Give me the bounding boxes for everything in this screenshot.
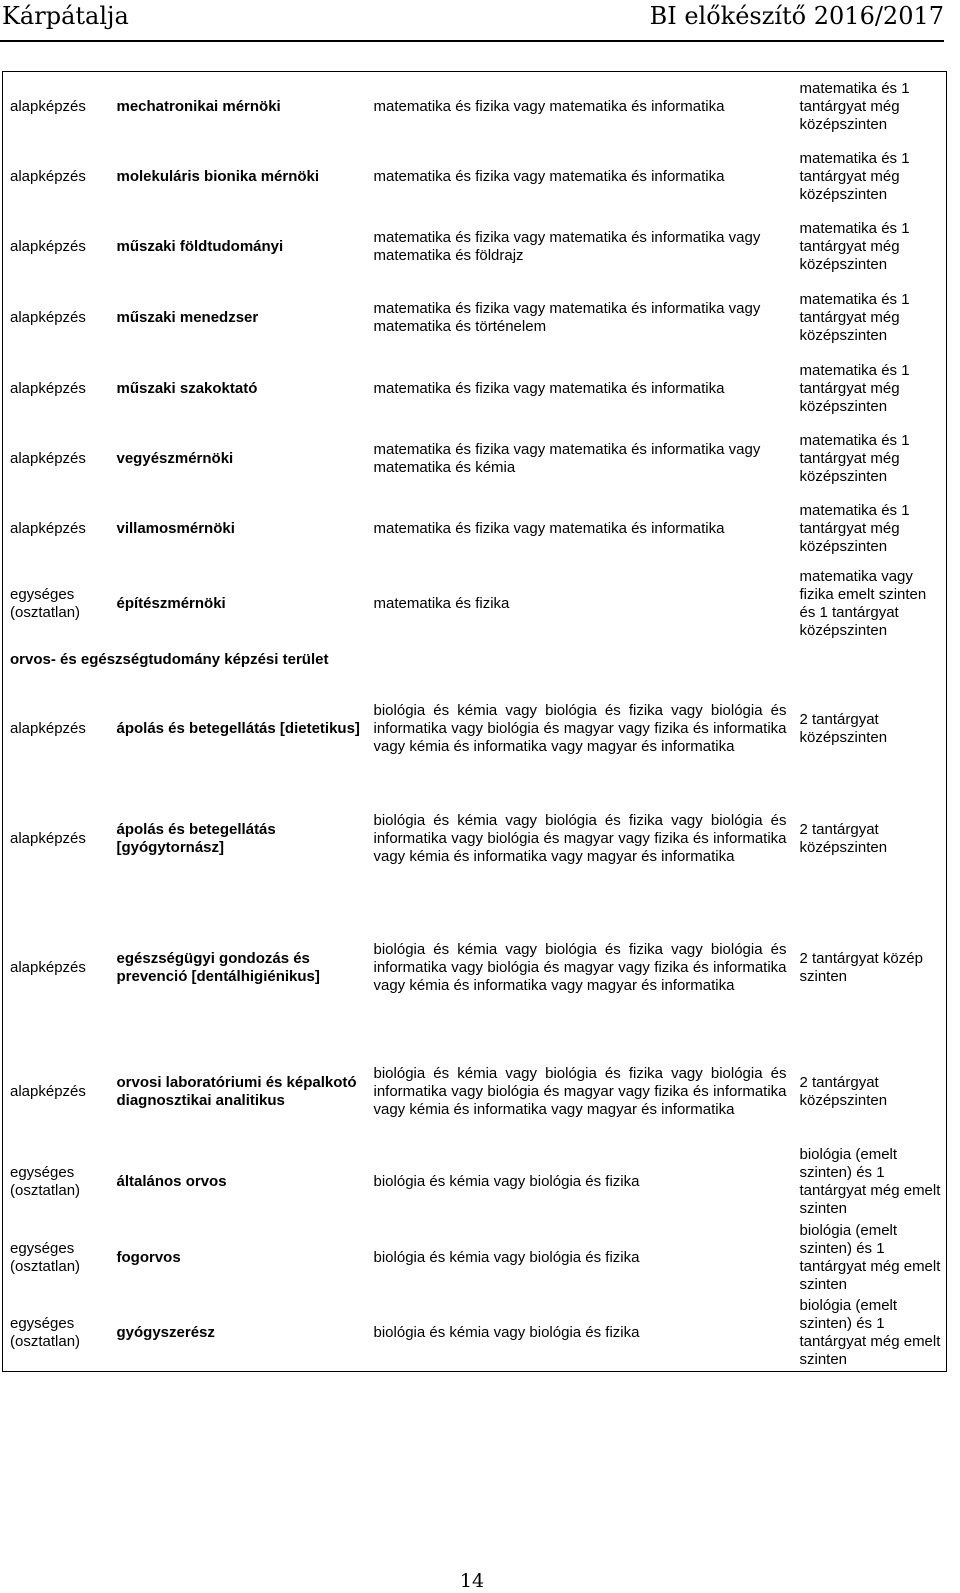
subjects-cell: matematika és fizika vagy matematika és informatika	[373, 379, 725, 397]
program-cell: villamosmérnöki	[116, 519, 235, 537]
requirement-cell: 2 tantárgyat közép szinten	[799, 949, 923, 985]
subjects-cell: matematika és fizika vagy matematika és informatika vagy matematika és történelem	[373, 300, 761, 335]
level-cell: alapképzés	[10, 719, 86, 737]
requirement-cell: 2 tantárgyat középszinten	[799, 820, 888, 856]
table-row	[3, 142, 947, 212]
requirement-cell: matematika és 1 tantárgyat még középszinten	[799, 431, 910, 485]
requirement-cell: 2 tantárgyat középszinten	[799, 1073, 888, 1109]
table-row	[3, 424, 947, 494]
level-cell: alapképzés	[10, 829, 86, 847]
table-row	[3, 676, 947, 782]
level-cell: alapképzés	[10, 519, 86, 537]
table-row	[3, 72, 947, 142]
table-row	[3, 564, 947, 644]
subjects-cell: matematika és fizika vagy matematika és informatika vagy matematika és kémia	[373, 440, 761, 476]
admission-table	[2, 71, 947, 1372]
level-cell: alapképzés	[10, 1082, 86, 1100]
subjects-cell: matematika és fizika vagy matematika és informatika vagy matematika és földrajz	[373, 229, 761, 264]
program-cell: orvosi laboratóriumi és képalkotó diagnosztikai analitikus	[116, 1073, 357, 1109]
table-row	[3, 896, 947, 1040]
requirement-cell: matematika és 1 tantárgyat még középszinten	[799, 291, 910, 344]
table-row	[3, 212, 947, 283]
table-row	[3, 1144, 947, 1220]
program-cell: ápolás és betegellátás [dietetikus]	[116, 719, 360, 737]
program-cell: műszaki szakoktató	[116, 379, 258, 397]
requirement-cell: matematika és 1 tantárgyat még középszinten	[799, 220, 910, 273]
program-cell: általános orvos	[116, 1172, 227, 1190]
program-cell: ápolás és betegellátás [gyógytornász]	[116, 820, 276, 856]
level-cell: alapképzés	[10, 238, 86, 255]
subjects-cell: biológia és kémia vagy biológia és fizika	[373, 1248, 640, 1266]
level-cell: egységes (osztatlan)	[10, 1239, 81, 1275]
subjects-cell: matematika és fizika	[373, 594, 510, 612]
level-cell: alapképzés	[10, 167, 86, 185]
page-header	[0, 0, 944, 42]
requirement-cell: biológia (emelt szinten) és 1 tantárgyat még emelt szinten	[799, 1297, 941, 1369]
table-row	[3, 1040, 947, 1144]
requirement-cell: matematika és 1 tantárgyat még középszinten	[799, 149, 910, 203]
program-cell: gyógyszerész	[116, 1324, 215, 1342]
table-row	[3, 1220, 947, 1296]
level-cell: egységes (osztatlan)	[10, 585, 81, 621]
level-cell: alapképzés	[10, 379, 86, 397]
level-cell: alapképzés	[10, 449, 86, 467]
subjects-cell: biológia és kémia vagy biológia és fizika	[373, 1172, 640, 1190]
program-cell: molekuláris bionika mérnöki	[116, 167, 320, 185]
header-region: Kárpátalja	[2, 2, 129, 30]
table-row	[3, 494, 947, 564]
level-cell: alapképzés	[10, 309, 86, 326]
section-row	[3, 644, 947, 676]
subjects-cell: matematika és fizika vagy matematika és informatika	[373, 97, 725, 115]
subjects-cell: matematika és fizika vagy matematika és informatika	[373, 519, 725, 537]
requirement-cell: biológia (emelt szinten) és 1 tantárgyat még emelt szinten	[799, 1145, 941, 1217]
level-cell: alapképzés	[10, 97, 86, 115]
header-course: BI előkészítő 2016/2017	[649, 2, 944, 30]
subjects-cell: biológia és kémia vagy biológia és fizika vagy biológia és informatika vagy biológia és magyar vagy fizika és informatika vagy kémia és informatika vagy magyar és informatika	[373, 1064, 787, 1118]
table-row	[3, 354, 947, 424]
subjects-cell: biológia és kémia vagy biológia és fizika vagy biológia és informatika vagy biológia és magyar vagy fizika és informatika vagy kémia és informatika vagy magyar és informatika	[373, 940, 787, 994]
program-cell: építészmérnöki	[116, 594, 226, 612]
table-row	[3, 782, 947, 896]
table-row	[3, 283, 947, 354]
program-cell: vegyészmérnöki	[116, 449, 234, 467]
program-cell: egészségügyi gondozás és prevenció [dentálhigiénikus]	[116, 949, 320, 985]
requirement-cell: matematika vagy fizika emelt szinten és 1 tantárgyat középszinten	[799, 567, 927, 639]
subjects-cell: matematika és fizika vagy matematika és informatika	[373, 167, 725, 185]
level-cell: alapképzés	[10, 958, 86, 976]
subjects-cell: biológia és kémia vagy biológia és fizika vagy biológia és informatika vagy biológia és magyar vagy fizika és informatika vagy kémia és informatika vagy magyar és informatika	[373, 701, 787, 755]
program-cell: műszaki menedzser	[116, 309, 259, 326]
section-title: orvos- és egészségtudomány képzési terület	[10, 650, 329, 668]
requirement-cell: biológia (emelt szinten) és 1 tantárgyat még emelt szinten	[799, 1221, 941, 1293]
requirement-cell: matematika és 1 tantárgyat még középszinten	[799, 361, 910, 415]
level-cell: egységes (osztatlan)	[10, 1163, 81, 1199]
requirement-cell: matematika és 1 tantárgyat még középszinten	[799, 79, 910, 133]
requirement-cell: matematika és 1 tantárgyat még középszinten	[799, 501, 910, 555]
subjects-cell: biológia és kémia vagy biológia és fizika	[373, 1324, 640, 1342]
subjects-cell: biológia és kémia vagy biológia és fizika vagy biológia és informatika vagy biológia és magyar vagy fizika és informatika vagy kémia és informatika vagy magyar és informatika	[373, 811, 787, 865]
page-number: 14	[459, 1570, 485, 1592]
program-cell: fogorvos	[116, 1248, 181, 1266]
level-cell: egységes (osztatlan)	[10, 1315, 81, 1351]
table-row	[3, 1296, 947, 1372]
program-cell: műszaki földtudományi	[116, 238, 284, 255]
requirement-cell: 2 tantárgyat középszinten	[799, 710, 888, 746]
program-cell: mechatronikai mérnöki	[116, 97, 281, 115]
